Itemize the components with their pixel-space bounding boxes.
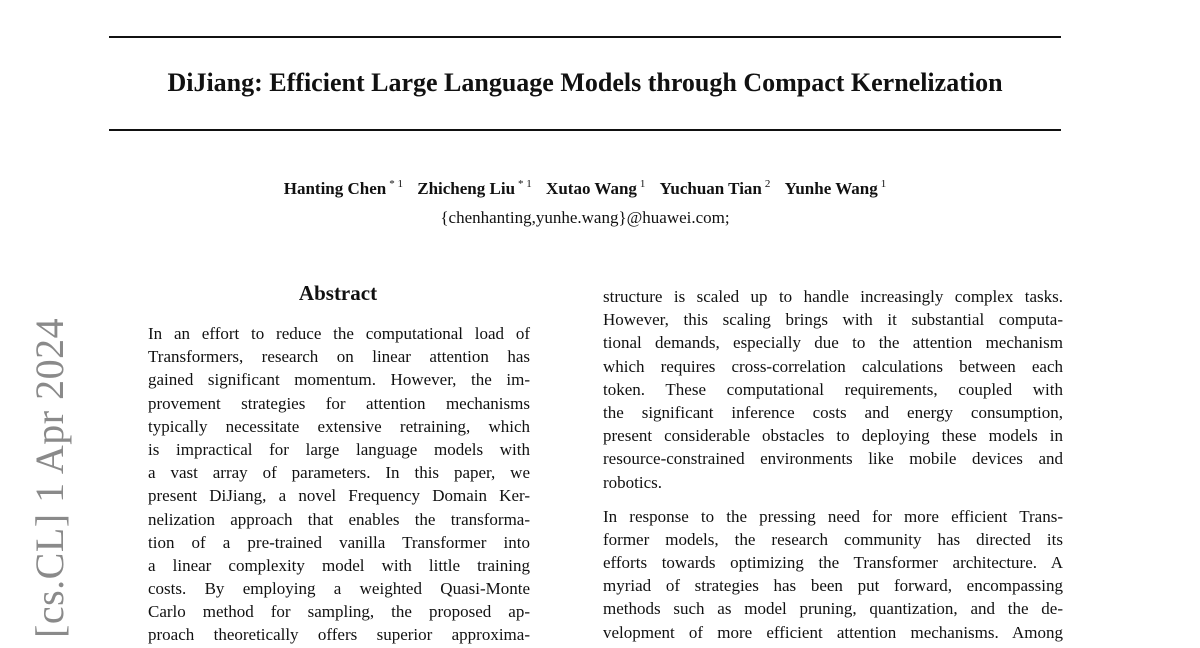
- body-line: myriad of strategies has been put forward, encompassing: [603, 576, 1063, 596]
- author: [417, 172, 532, 201]
- body-line: robotics.: [603, 472, 663, 492]
- author-affiliation-mark: * 1: [389, 178, 403, 190]
- author-name: Hanting Chen: [283, 179, 387, 198]
- body-line: However, this scaling brings with it substantial computa-: [603, 310, 1063, 330]
- abstract-line: nelization approach that enables the transforma-: [148, 509, 530, 529]
- title-top-rule: [109, 36, 1061, 38]
- body-line: structure is scaled up to handle increasingly complex tasks.: [603, 287, 1063, 306]
- author: [785, 172, 887, 201]
- contact-email: {chenhanting,yunhe.wang}@huawei.com;: [440, 208, 730, 227]
- author-affiliation-mark: 1: [880, 178, 887, 190]
- paper-title: DiJiang: Efficient Large Language Models through Compact Kernelization: [167, 68, 1003, 97]
- introduction-body: [603, 285, 1063, 644]
- author: [660, 172, 771, 201]
- author-affiliation-mark: 2: [764, 178, 771, 190]
- author-name: Zhicheng Liu: [417, 179, 516, 198]
- abstract-line: Transformers, research on linear attention has: [148, 347, 530, 367]
- abstract-line: Carlo method for sampling, the proposed ap-: [148, 602, 530, 622]
- abstract-line: present DiJiang, a novel Frequency Domain Ker-: [148, 486, 530, 506]
- abstract-line: is impractical for large language models with: [148, 439, 530, 459]
- body-line: token. These computational requirements, coupled with: [603, 379, 1063, 399]
- abstract-line: tion of a pre-trained vanilla Transformer into: [148, 532, 530, 552]
- abstract-body: [148, 322, 530, 647]
- abstract-line: provement strategies for attention mechanisms: [148, 393, 530, 413]
- author-affiliation-mark: * 1: [518, 178, 532, 190]
- body-line: efforts towards optimizing the Transformer architecture. A: [603, 553, 1063, 573]
- author: [284, 172, 403, 201]
- author-name: Yunhe Wang: [784, 179, 878, 198]
- body-line: tional demands, especially due to the attention mechanism: [603, 333, 1063, 353]
- body-line: In response to the pressing need for more efficient Trans-: [603, 506, 1063, 526]
- author-list: [0, 172, 1170, 201]
- abstract-line: a linear complexity model with little training: [148, 555, 530, 575]
- abstract-line: proach theoretically offers superior approxima-: [148, 625, 530, 645]
- abstract-line: gained significant momentum. However, the im-: [148, 370, 530, 390]
- arxiv-margin-stamp: [cs.CL] 1 Apr 2024: [27, 317, 72, 638]
- author-affiliation-mark: 1: [639, 178, 646, 190]
- abstract-line: a vast array of parameters. In this paper, we: [148, 463, 530, 483]
- abstract-heading: Abstract: [298, 281, 378, 305]
- body-line: which requires cross-correlation calculations between each: [603, 356, 1063, 376]
- author-name: Yuchuan Tian: [659, 179, 762, 198]
- body-line: resource-constrained environments like mobile devices and: [603, 449, 1063, 469]
- body-line: former models, the research community has directed its: [603, 529, 1063, 549]
- abstract-line: typically necessitate extensive retraining, which: [148, 416, 530, 436]
- title-bottom-rule: [109, 129, 1061, 131]
- author-name: Xutao Wang: [546, 179, 637, 198]
- body-line: present considerable obstacles to deploying these models in: [603, 426, 1063, 446]
- body-line: the significant inference costs and energy consumption,: [603, 402, 1063, 422]
- author: [546, 172, 645, 201]
- paragraph-gap: [603, 494, 1063, 505]
- abstract-line: In an effort to reduce the computational load of: [148, 324, 530, 343]
- abstract-line: costs. By employing a weighted Quasi-Monte: [148, 579, 530, 599]
- body-line: methods such as model pruning, quantization, and the de-: [603, 599, 1063, 619]
- body-line: velopment of more efficient attention mechanisms. Among: [603, 622, 1063, 642]
